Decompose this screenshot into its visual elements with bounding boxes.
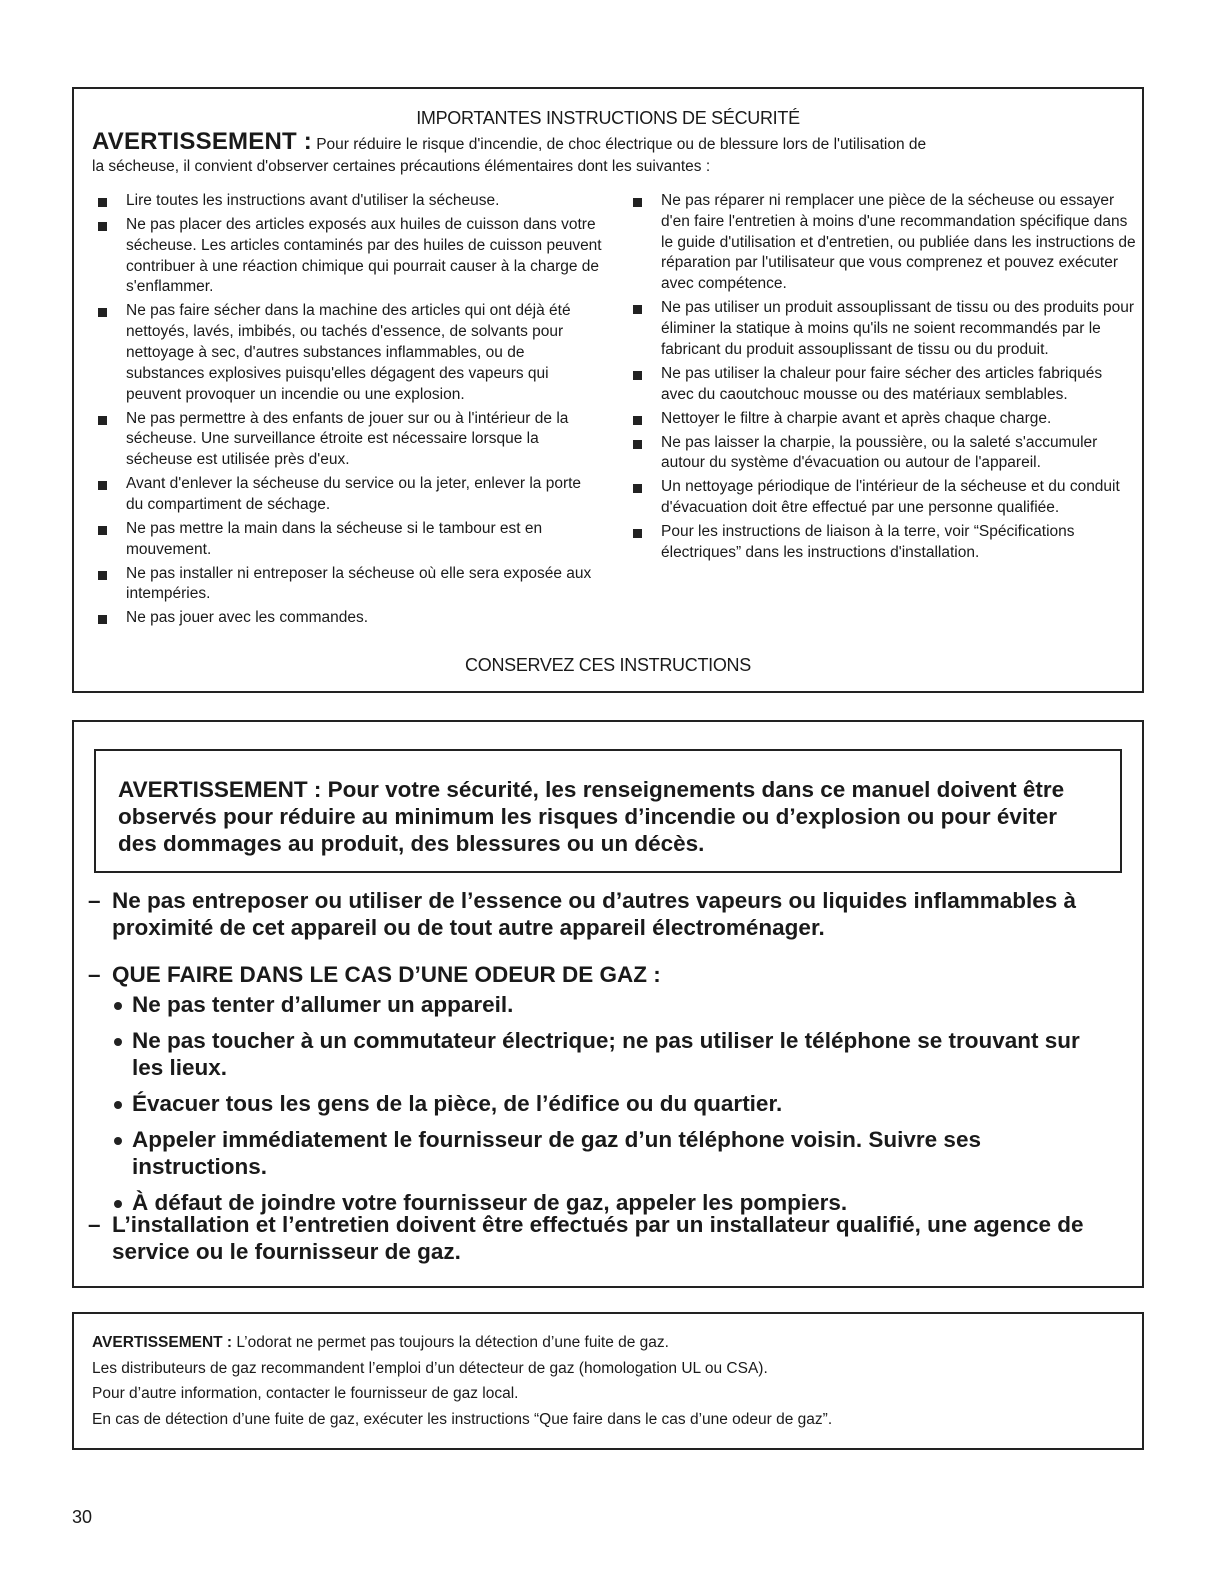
list-item: Ne pas jouer avec les commandes. xyxy=(92,608,602,629)
dash-icon: – xyxy=(88,888,101,913)
dash-icon: – xyxy=(88,962,101,987)
round-bullet-icon xyxy=(114,1200,122,1208)
square-bullet-icon xyxy=(633,529,642,538)
gas-odor-steps xyxy=(114,991,1102,1225)
list-item: Ne pas placer des articles exposés aux huiles de cuisson dans votre sécheuse. Les articles contaminés par des huiles de cuisson peuvent contribuer à une réaction chimique qui pourrait causer à la charge de s'enflammer. xyxy=(92,215,602,298)
warning-label: AVERTISSEMENT : xyxy=(92,1334,233,1351)
gas-warning-box xyxy=(72,720,1144,1288)
hazard-gas-odor-heading: – QUE FAIRE DANS LE CAS D’UNE ODEUR DE GAZ : xyxy=(88,962,661,987)
page-number: 30 xyxy=(72,1507,93,1527)
list-item: Ne pas tenter d’allumer un appareil. xyxy=(114,991,1102,1018)
inner-warning-text: AVERTISSEMENT : Pour votre sécurité, les renseignements dans ce manuel doivent être observés pour réduire au minimum les risques d’incendie ou d’explosion ou pour éviter des dommages au produit, des blessures ou un décès. xyxy=(118,777,1065,856)
safety-list-right xyxy=(627,191,1137,567)
round-bullet-icon xyxy=(114,1137,122,1145)
detector-line: Les distributeurs de gaz recommandent l’emploi d’un détecteur de gaz (homologation UL ou CSA). xyxy=(92,1359,768,1377)
warning-text-line1: Pour réduire le risque d'incendie, de choc électrique ou de blessure lors de l'utilisation de xyxy=(316,136,927,153)
round-bullet-icon xyxy=(114,1002,122,1010)
safety-instructions-box xyxy=(72,87,1144,693)
square-bullet-icon xyxy=(98,526,107,535)
square-bullet-icon xyxy=(98,615,107,624)
safety-instructions-title: IMPORTANTES INSTRUCTIONS DE SÉCURITÉ xyxy=(416,108,800,128)
square-bullet-icon xyxy=(633,440,642,449)
square-bullet-icon xyxy=(633,484,642,493)
detector-line: Pour d’autre information, contacter le fournisseur de gaz local. xyxy=(92,1385,519,1402)
square-bullet-icon xyxy=(98,416,107,425)
list-item: Lire toutes les instructions avant d'utiliser la sécheuse. xyxy=(92,191,602,212)
list-item: Un nettoyage périodique de l'intérieur de la sécheuse et du conduit d'évacuation doit être effectué par une personne qualifiée. xyxy=(627,477,1137,519)
square-bullet-icon xyxy=(633,305,642,314)
list-item: Pour les instructions de liaison à la terre, voir “Spécifications électriques” dans les instructions d'installation. xyxy=(627,522,1137,564)
gas-detector-box xyxy=(72,1312,1144,1450)
hazard-flammables: – Ne pas entreposer ou utiliser de l’essence ou d’autres vapeurs ou liquides inflammables à proximité de cet appareil ou de tout autre appareil électroménager. xyxy=(88,888,1077,940)
detector-line: En cas de détection d’une fuite de gaz, exécuter les instructions “Que faire dans le cas d’une odeur de gaz”. xyxy=(92,1410,833,1428)
safety-list-left xyxy=(92,191,602,632)
square-bullet-icon xyxy=(633,198,642,207)
square-bullet-icon xyxy=(633,416,642,425)
round-bullet-icon xyxy=(114,1101,122,1109)
list-item: Ne pas utiliser la chaleur pour faire sécher des articles fabriqués avec du caoutchouc mousse ou des matériaux semblables. xyxy=(627,364,1137,406)
detector-line: AVERTISSEMENT : L’odorat ne permet pas toujours la détection d’une fuite de gaz. xyxy=(92,1334,669,1351)
list-item: Ne pas réparer ni remplacer une pièce de la sécheuse ou essayer d'en faire l'entretien à moins d'une recommandation spécifique dans le guide d'utilisation et d'entretien, ou publiée dans les instructions de réparation par l'utilisateur que vous comprenez et pouvez exécuter avec compétence. xyxy=(627,191,1137,295)
list-item: Ne pas mettre la main dans la sécheuse si le tambour est en mouvement. xyxy=(92,519,602,561)
list-item: Ne pas faire sécher dans la machine des articles qui ont déjà été nettoyés, lavés, imbibés, ou tachés d'essence, de solvants pour nettoyage à sec, d'autres substances inflammables, ou de substances explosives puisqu'elles dégagent des vapeurs qui peuvent provoquer un incendie ou une explosion. xyxy=(92,301,602,405)
dash-icon: – xyxy=(88,1212,101,1237)
list-item: Ne pas installer ni entreposer la sécheuse où elle sera exposée aux intempéries. xyxy=(92,564,602,606)
list-item: Nettoyer le filtre à charpie avant et après chaque charge. xyxy=(627,409,1137,430)
warning-label: AVERTISSEMENT : xyxy=(92,128,312,155)
round-bullet-icon xyxy=(114,1038,122,1046)
square-bullet-icon xyxy=(98,481,107,490)
save-instructions-footer: CONSERVEZ CES INSTRUCTIONS xyxy=(465,655,751,675)
list-item: Appeler immédiatement le fournisseur de gaz d’un téléphone voisin. Suivre ses instructions. xyxy=(114,1126,1102,1180)
square-bullet-icon xyxy=(98,308,107,317)
inner-warning-box xyxy=(94,749,1122,873)
warning-text-line2: la sécheuse, il convient d'observer certaines précautions élémentaires dont les suivantes : xyxy=(92,158,711,175)
square-bullet-icon xyxy=(98,571,107,580)
list-item: Évacuer tous les gens de la pièce, de l’édifice ou du quartier. xyxy=(114,1090,1102,1117)
safety-warning-intro xyxy=(92,128,1122,178)
list-item: Ne pas toucher à un commutateur électrique; ne pas utiliser le téléphone se trouvant sur les lieux. xyxy=(114,1027,1102,1081)
list-item: Ne pas laisser la charpie, la poussière, ou la saleté s'accumuler autour du système d'évacuation ou autour de l'appareil. xyxy=(627,433,1137,475)
square-bullet-icon xyxy=(633,371,642,380)
list-item: Avant d'enlever la sécheuse du service ou la jeter, enlever la porte du compartiment de séchage. xyxy=(92,474,602,516)
list-item: À défaut de joindre votre fournisseur de gaz, appeler les pompiers. xyxy=(114,1189,1102,1216)
list-item: Ne pas permettre à des enfants de jouer sur ou à l'intérieur de la sécheuse. Une surveillance étroite est nécessaire lorsque la sécheuse est utilisée près d'eux. xyxy=(92,409,602,471)
square-bullet-icon xyxy=(98,222,107,231)
gas-detector-text xyxy=(92,1330,1122,1432)
square-bullet-icon xyxy=(98,198,107,207)
list-item: Ne pas utiliser un produit assouplissant de tissu ou des produits pour éliminer la statique à moins qu'ils ne soient recommandés par le fabricant du produit assouplissant de tissu ou du produit. xyxy=(627,298,1137,360)
hazard-installation: – L’installation et l’entretien doivent être effectués par un installateur qualifié, une agence de service ou le fournisseur de gaz. xyxy=(88,1212,1084,1264)
